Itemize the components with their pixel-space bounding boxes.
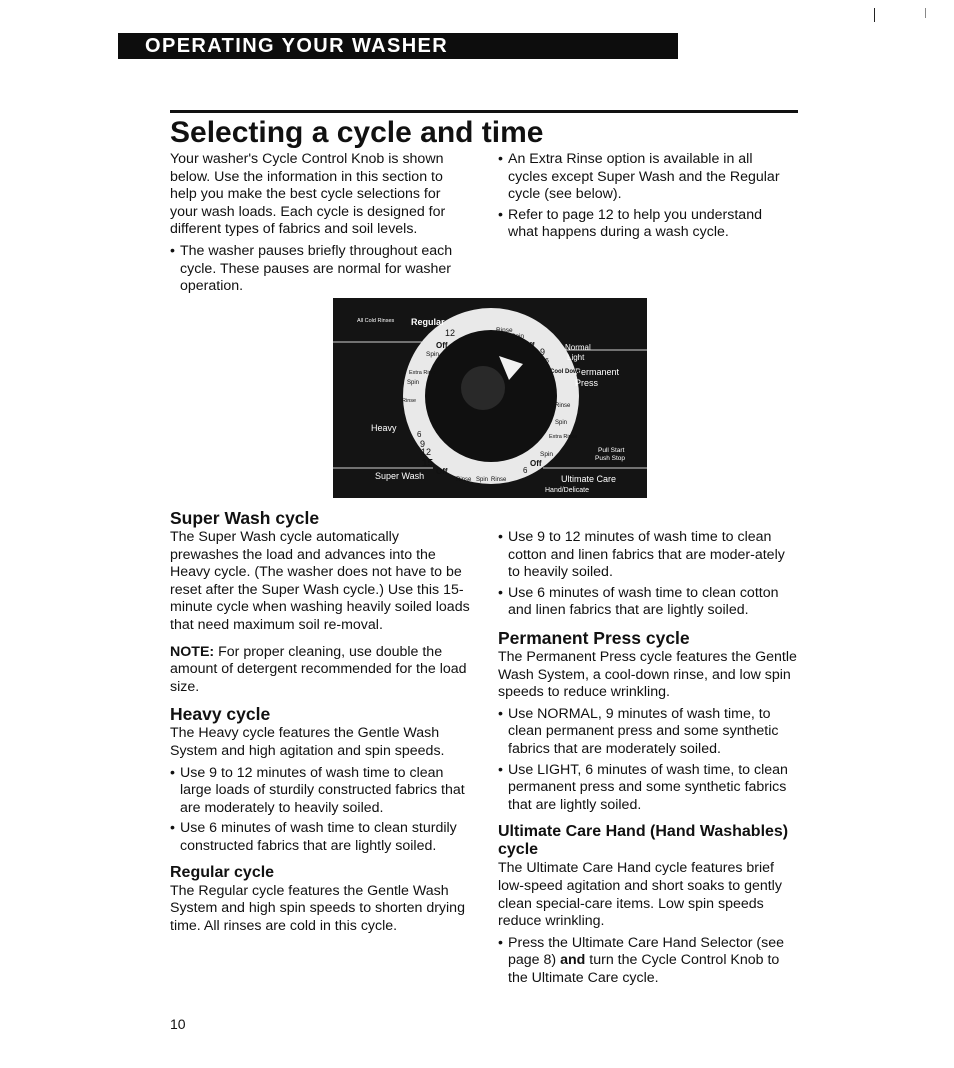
label-light: Light [567,353,585,362]
page-title: Selecting a cycle and time [170,116,544,149]
tick-spin: Spin [407,380,420,386]
permanent-press-heading: Permanent Press cycle [498,627,690,648]
super-wash-note [170,644,470,697]
regular-bullet: • Use 6 minutes of wash time to clean cotton and linen fabrics that are lightly soiled. [498,585,798,620]
title-rule [170,110,798,113]
permanent-press-bullet: • Use LIGHT, 6 minutes of wash time, to clean permanent press and some synthetic fabrics that are lightly soiled. [498,762,798,815]
intro-left [170,151,470,299]
intro-bullet: • Refer to page 12 to help you understand what happens during a wash cycle. [498,207,783,242]
tick-rinse: Rinse [491,477,507,483]
label-pull-start: Pull Start [598,447,625,454]
ultimate-care-text: The Ultimate Care Hand cycle features brief low-speed agitation and short soaks to gently clean special-care items. Low spin speeds reduce wrinkling. [498,860,782,930]
label-permanent: Permanent [575,367,620,377]
super-wash-text: The Super Wash cycle automatically prewashes the load and advances into the Heavy cycle. (The washer does not have to be reset after the Super Wash cycle.) Use this 15-minute cycle when washing heavily soiled loads that need maximum soil re-moval. [170,529,470,633]
tick-6: 6 [417,430,422,439]
page-number: 10 [170,1016,186,1032]
tick-extra-rinse: Extra Rinse [409,370,438,376]
tick-6: 6 [545,358,549,365]
section-banner-text: OPERATING YOUR WASHER [145,35,449,57]
intro-bullet: • An Extra Rinse option is available in all cycles except Super Wash and the Regular cycle (see below). [498,151,783,204]
label-all-cold-rinses: All Cold Rinses [357,318,395,324]
cycle-control-knob-figure [333,298,647,498]
tick-off: Off [436,341,448,350]
label-press: Press [575,378,599,388]
tick-spin: Spin [426,351,440,358]
tick-6: 6 [523,466,528,475]
ultimate-care-bullet-part-b: turn the Cycle Control Knob to the Ultimate Care cycle. [508,952,780,986]
tick-rinse: Rinse [456,477,472,483]
intro-bullet: • The washer pauses briefly throughout each cycle. These pauses are normal for washer operation. [170,243,470,296]
page-edge-mark [874,8,875,22]
label-ultimate-care: Ultimate Care [561,474,617,484]
section-banner [118,33,678,59]
intro-right [498,151,783,245]
heavy-text: The Heavy cycle features the Gentle Wash System and high agitation and spin speeds. [170,725,445,759]
label-normal: Normal [565,343,591,352]
tick-rinse: Rinse [496,327,513,334]
ultimate-care-heading: Ultimate Care Hand (Hand Washables) cycle [498,823,789,859]
tick-cool-down: Cool Down [550,369,582,375]
tick-9: 9 [540,347,546,357]
tick-spin: Spin [555,420,568,426]
tick-rinse: Rinse [555,403,571,409]
tick-spin: Spin [540,451,554,458]
tick-rinse: Rinse [402,398,417,404]
tick-off: Off [436,467,448,476]
tick-extra-rinse: Extra Rinse [549,434,578,440]
label-hand-delicate: Hand/Delicate [545,487,589,494]
note-label: NOTE: [170,643,215,660]
ultimate-care-bullet-and: and [560,952,586,969]
label-super-wash: Super Wash [375,471,425,481]
lower-left-column [170,509,470,939]
note-text: For proper cleaning, use double the amount of detergent recommended for the load size. [170,643,467,695]
label-push-stop: Push Stop [595,455,625,462]
ultimate-care-bullet-part-a: Press the Ultimate Care Hand Selector (see page 8) [508,934,784,969]
permanent-press-bullet: • Use NORMAL, 9 minutes of wash time, to clean permanent press and some synthetic fabrics that are moderately soiled. [498,706,798,759]
regular-text: The Regular cycle features the Gentle Wash System and high spin speeds to shorten drying time. All rinses are cold in this cycle. [170,882,465,934]
heavy-bullet: • Use 9 to 12 minutes of wash time to clean large loads of sturdily constructed fabrics that are moderately to heavily soiled. [170,765,470,818]
tick-12: 12 [421,447,432,457]
tick-spin: Spin [511,333,525,340]
super-wash-heading: Super Wash cycle [170,508,320,528]
label-regular: Regular [411,317,445,327]
permanent-press-text: The Permanent Press cycle features the Gentle Wash System, a cool-down rinse, and low spin speeds to reduce wrinkling. [498,648,797,701]
tick-off: Off [523,341,535,350]
intro-paragraph: Your washer's Cycle Control Knob is shown below. Use the information in this section to help you make the best cycle selections for your wash loads. Each cycle is designed for different types of fabrics and soil levels. [170,151,446,238]
lower-right-column [498,529,798,990]
page-edge-mark [925,8,926,18]
heavy-bullet: • Use 6 minutes of wash time to clean sturdily constructed fabrics that are lightly soiled. [170,820,470,855]
ultimate-care-bullet [498,935,798,988]
tick-12: 12 [445,328,456,338]
heavy-heading: Heavy cycle [170,704,271,725]
regular-heading: Regular cycle [170,863,275,881]
tick-9: 9 [420,439,426,449]
tick-15: 15 [422,458,434,469]
regular-bullet: • Use 9 to 12 minutes of wash time to clean cotton and linen fabrics that are moder-ately to heavily soiled. [498,529,798,582]
label-heavy: Heavy [371,423,397,433]
tick-off: Off [530,459,542,468]
tick-spin: Spin [476,477,489,483]
